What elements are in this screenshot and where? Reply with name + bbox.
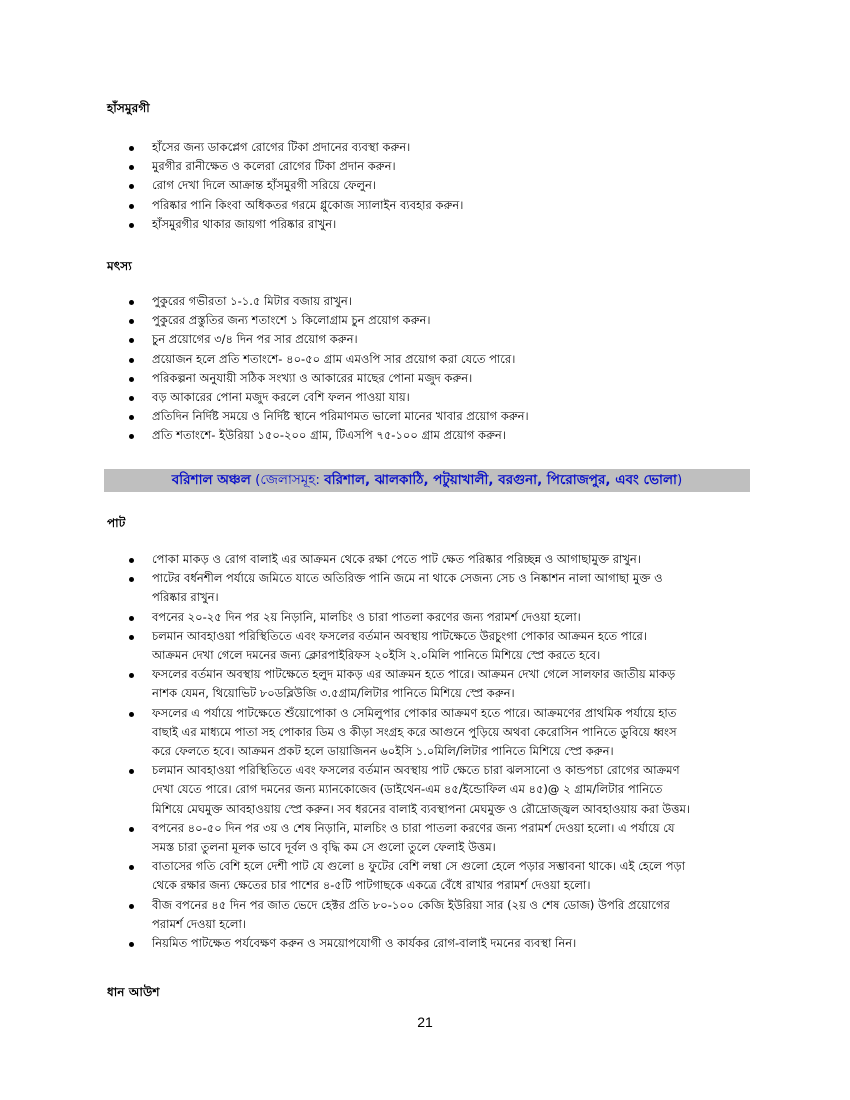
list-item: মুরগীর রানীক্ষেত ও কলেরা রোগের টিকা প্রদান করুন। — [126, 157, 726, 176]
region-name: বরিশাল অঞ্চল — [171, 472, 251, 488]
list-item: চলমান আবহাওয়া পরিস্থিতিতে এবং ফসলের বর্তমান অবস্থায় পাটক্ষেতে উরচুংগা পোকার আক্রমন হতে পারে। আক্রমন দেখা গেলে দমনের জন্য ক্লোরপাইরিফস ২০ইসি ২.০মিলি পানিতে মিশিয়ে স্প্রে করতে হবে। — [126, 627, 726, 665]
region-districts-prefix: (জেলাসমূহ: — [255, 472, 320, 488]
bullet-icon — [129, 616, 134, 621]
bullet-icon — [129, 319, 134, 324]
region-districts: বরিশাল, ঝালকাঠি, পটুয়াখালী, বরগুনা, পিরোজপুর, এবং ভোলা — [324, 472, 677, 488]
list-item: বীজ বপনের ৪৫ দিন পর জাত ভেদে হেক্টর প্রতি ৮০-১০০ কেজি ইউরিয়া সার (২য় ও শেষ ডোজ) উপরি প্রয়োগের পরামর্শ দেওয়া হলো। — [126, 896, 726, 934]
bullet-icon — [129, 673, 134, 678]
list-item: পরিকল্পনা অনুযায়ী সঠিক সংখ্যা ও আকারের মাছের পোনা মজুদ করুন। — [126, 369, 726, 388]
list-item: রোগ দেখা দিলে আক্রান্ত হাঁসমুরগী সরিয়ে ফেলুন। — [126, 176, 726, 195]
bullet-icon — [129, 558, 134, 563]
list-item: হাঁসের জন্য ডাকপ্লেগ রোগের টিকা প্রদানের ব্যবস্থা করুন। — [126, 138, 726, 157]
bullet-icon — [129, 769, 134, 774]
list-item: বড় আকারের পোনা মজুদ করলে বেশি ফলন পাওয়া যায়। — [126, 388, 726, 407]
fisheries-list — [126, 292, 726, 446]
region-districts-suffix: ) — [676, 472, 683, 488]
list-item: পোকা মাকড় ও রোগ বালাই এর আক্রমন থেকে রক্ষা পেতে পাট ক্ষেত পরিষ্কার পরিচ্ছন্ন ও আগাছামুক্ত রাখুন। — [126, 550, 726, 569]
bullet-icon — [129, 377, 134, 382]
page-number: 21 — [417, 1014, 433, 1030]
list-item: হাঁসমুরগীর থাকার জায়গা পরিষ্কার রাখুন। — [126, 215, 726, 234]
list-item: প্রয়োজন হলে প্রতি শতাংশে- ৪০-৫০ গ্রাম এমওপি সার প্রয়োগ করা যেতে পারে। — [126, 350, 726, 369]
jute-list — [126, 550, 726, 953]
bullet-icon — [129, 904, 134, 909]
bullet-icon — [129, 338, 134, 343]
bullet-icon — [129, 415, 134, 420]
list-item: বপনের ২০-২৫ দিন পর ২য় নিড়ানি, মালচিং ও চারা পাতলা করণের জন্য পরামর্শ দেওয়া হলো। — [126, 608, 726, 627]
list-item: ফসলের এ পর্যায়ে পাটক্ষেতে শুঁয়োপোকা ও সেমিলুপার পোকার আক্রমণ হতে পারে। আক্রমণের প্রাথমিক পর্যায়ে হাত বাছাই এর মাধ্যমে পাতা সহ পোকার ডিম ও কীড়া সংগ্রহ করে আগুনে পুড়িয়ে অথবা কেরোসিন পানিতে ডুবিয়ে ধ্বংস করে ফেলতে হবে। আক্রমন প্রকট হলে ডায়াজিনন ৬০ইসি ১.০মিলি/লিটার পানিতে মিশিয়ে স্প্রে করুন। — [126, 704, 726, 762]
list-item: পুকুরের গভীরতা ১-১.৫ মিটার বজায় রাখুন। — [126, 292, 726, 311]
bullet-icon — [129, 165, 134, 170]
bullet-icon — [129, 942, 134, 947]
list-item: ফসলের বর্তমান অবস্থায় পাটক্ষেতে হলুদ মাকড় এর আক্রমন হতে পারে। আক্রমন দেখা গেলে সালফার জাতীয় মাকড় নাশক যেমন, থিয়োভিট ৮০ডব্লিউজি ৩.৫গ্রাম/লিটার পানিতে মিশিয়ে স্প্রে করুন। — [126, 665, 726, 703]
list-item: নিয়মিত পাটক্ষেত পর্যবেক্ষণ করুন ও সময়োপযোগী ও কার্যকর রোগ-বালাই দমনের ব্যবস্থা নিন। — [126, 934, 726, 953]
bullet-icon — [129, 712, 134, 717]
bullet-icon — [129, 577, 134, 582]
bullet-icon — [129, 865, 134, 870]
list-item: পাটের বর্ধনশীল পর্যায়ে জমিতে যাতে অতিরিক্ত পানি জমে না থাকে সেজন্য সেচ ও নিষ্কাশন নালা আগাছা মুক্ত ও পরিষ্কার রাখুন। — [126, 569, 726, 607]
section-heading-fisheries: মৎস্য — [107, 259, 132, 273]
bullet-icon — [129, 223, 134, 228]
bullet-icon — [129, 184, 134, 189]
section-heading-aus-rice: ধান আউশ — [107, 985, 160, 999]
bullet-icon — [129, 358, 134, 363]
list-item: পুকুরের প্রস্তুতির জন্য শতাংশে ১ কিলোগ্রাম চুন প্রয়োগ করুন। — [126, 311, 726, 330]
list-item: পরিষ্কার পানি কিংবা অধিকতর গরমে গ্লুকোজ স্যালাইন ব্যবহার করুন। — [126, 196, 726, 215]
list-item: বাতাসের গতি বেশি হলে দেশী পাট যে গুলো ৪ ফুটের বেশি লম্বা সে গুলো হেলে পড়ার সম্ভাবনা থাকে। এই হেলে পড়া থেকে রক্ষার জন্য ক্ষেতের চার পাশের ৪-৫টি পাটগাছকে একত্রে বেঁধে রাখার পরামর্শ দেওয়া হলো। — [126, 857, 726, 895]
list-item: বপনের ৪০-৫০ দিন পর ৩য় ও শেষ নিড়ানি, মালচিং ও চারা পাতলা করণের জন্য পরামর্শ দেওয়া হলো। এ পর্যায়ে যে সমস্ত চারা তুলনা মূলক ভাবে দূর্বল ও বৃদ্ধি কম সে গুলো তুলে ফেলাই উত্তম। — [126, 819, 726, 857]
bullet-icon — [129, 396, 134, 401]
list-item: চলমান আবহাওয়া পরিস্থিতিতে এবং ফসলের বর্তমান অবস্থায় পাট ক্ষেতে চারা ঝলসানো ও কান্ডপচা রোগের আক্রমণ দেখা যেতে পারে। রোগ দমনের জন্য ম্যানকোজেব (ডাইথেন-এম ৪৫/ইন্ডোফিল এম ৪৫)@ ২ গ্রাম/লিটার পানিতে মিশিয়ে মেঘমুক্ত আবহাওয়ায় স্প্রে করুন। সব ধরনের বালাই ব্যবস্থাপনা মেঘমুক্ত ও রৌদ্রোজ্জ্বল আবহাওয়ায় করা উত্তম। — [126, 761, 726, 819]
poultry-list — [126, 138, 726, 234]
region-banner — [104, 469, 750, 492]
bullet-icon — [129, 827, 134, 832]
list-item: চুন প্রয়োগের ৩/৪ দিন পর সার প্রয়োগ করুন। — [126, 330, 726, 349]
section-heading-poultry: হাঁসমুরগী — [107, 101, 150, 115]
bullet-icon — [129, 146, 134, 151]
bullet-icon — [129, 204, 134, 209]
list-item: প্রতিদিন নির্দিষ্ট সময়ে ও নির্দিষ্ট স্থানে পরিমাণমত ভালো মানের খাবার প্রয়োগ করুন। — [126, 407, 726, 426]
list-item: প্রতি শতাংশে- ইউরিয়া ১৫০-২০০ গ্রাম, টিএসপি ৭৫-১০০ গ্রাম প্রয়োগ করুন। — [126, 426, 726, 445]
section-heading-jute: পাট — [107, 516, 126, 530]
bullet-icon — [129, 434, 134, 439]
bullet-icon — [129, 635, 134, 640]
bullet-icon — [129, 300, 134, 305]
